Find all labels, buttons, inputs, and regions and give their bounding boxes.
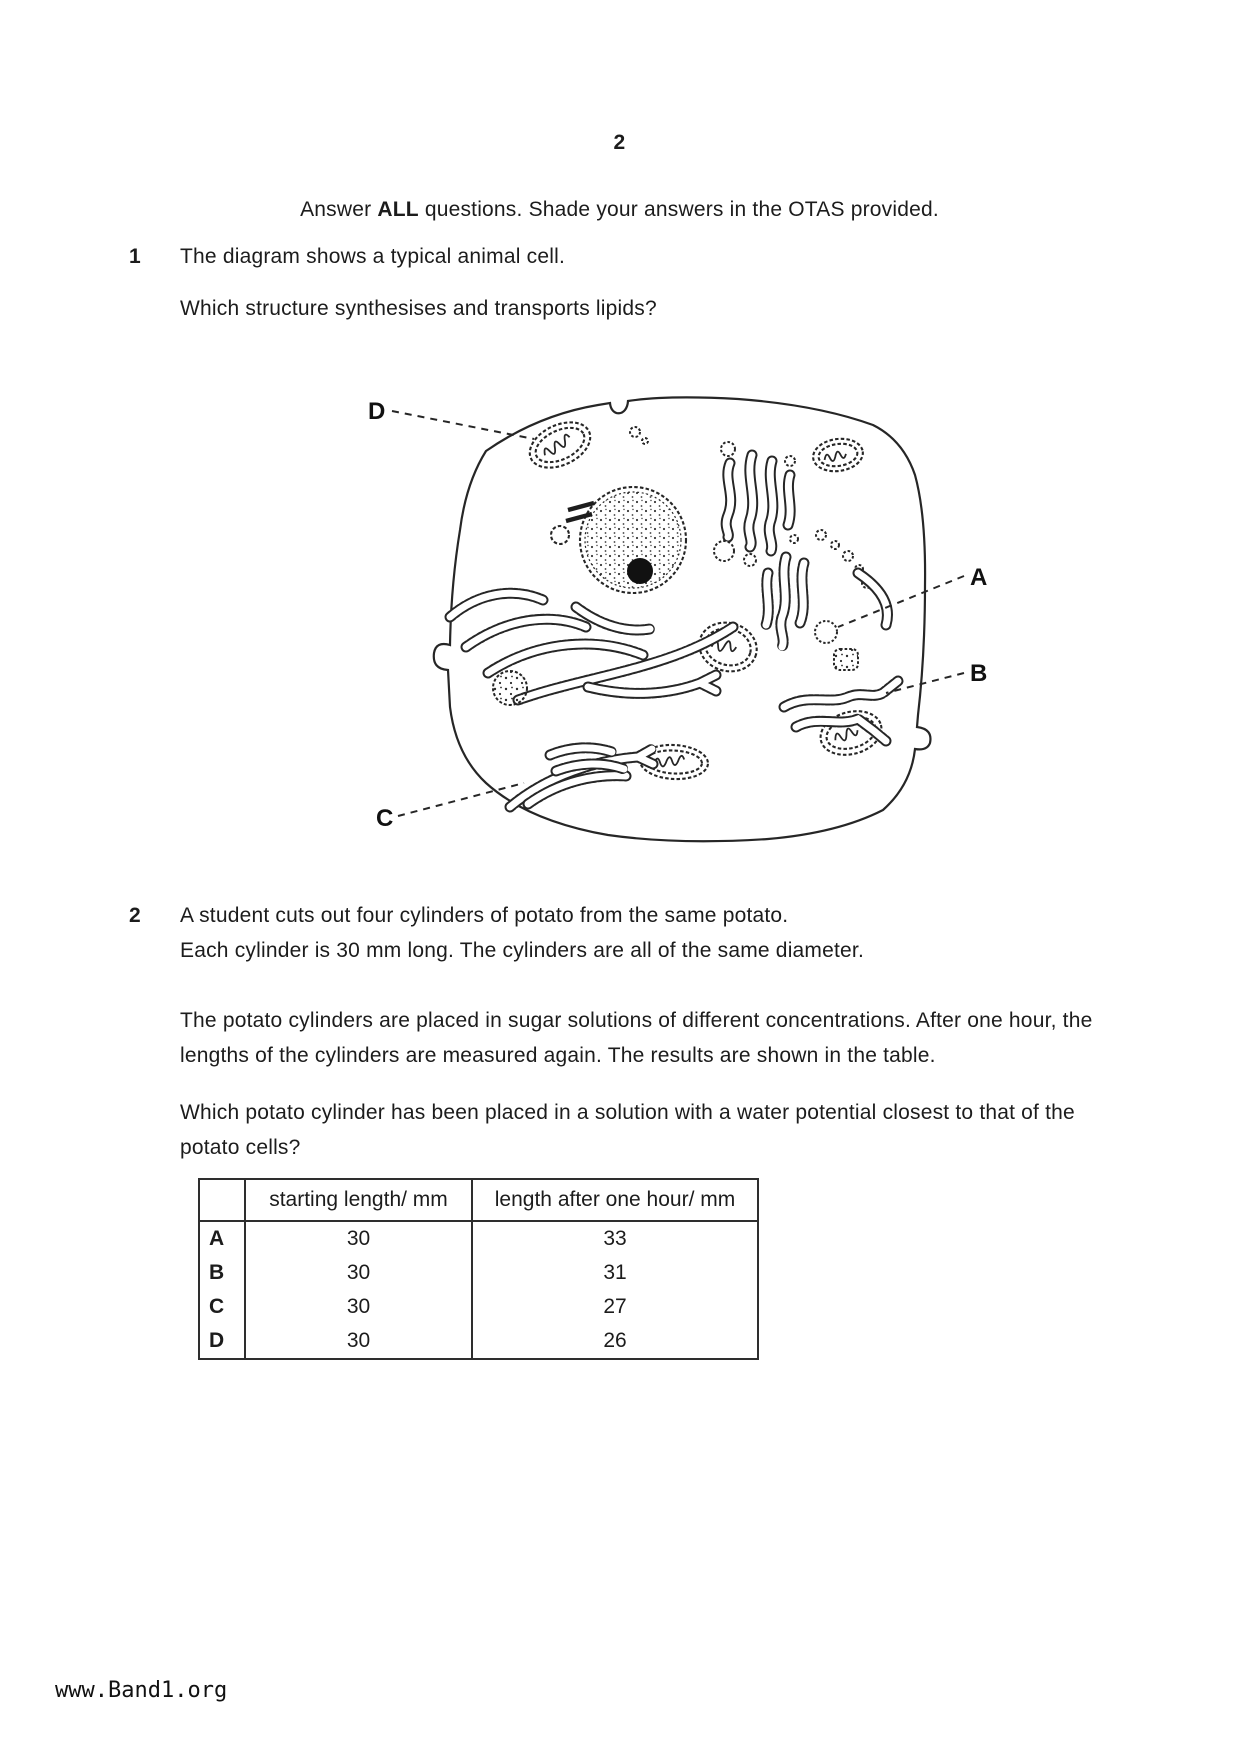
table-row bbox=[199, 1324, 758, 1359]
footer-url: www.Band1.org bbox=[55, 1678, 228, 1703]
table-header-after: length after one hour/ mm bbox=[472, 1179, 758, 1221]
question-2-line: A student cuts out four cylinders of potato from the same potato. bbox=[180, 904, 789, 927]
instruction-bold: ALL bbox=[377, 198, 419, 221]
cell-after: 26 bbox=[472, 1324, 758, 1359]
table-row bbox=[199, 1256, 758, 1290]
cell-membrane-outline bbox=[434, 397, 931, 841]
table-header-row bbox=[199, 1179, 758, 1221]
row-label: C bbox=[209, 1295, 225, 1318]
question-2-line: The potato cylinders are placed in sugar solutions of different concentrations. After one hour, the bbox=[180, 1009, 1093, 1032]
question-1-subtext: Which structure synthesises and transports lipids? bbox=[180, 297, 657, 320]
row-label: A bbox=[209, 1227, 225, 1250]
label-d: D bbox=[368, 398, 386, 425]
table-header-start: starting length/ mm bbox=[245, 1179, 472, 1221]
cell-after: 27 bbox=[472, 1290, 758, 1324]
question-1-number: 1 bbox=[129, 245, 141, 268]
table-row bbox=[199, 1290, 758, 1324]
cell-start: 30 bbox=[245, 1221, 472, 1256]
question-2-line: potato cells? bbox=[180, 1136, 301, 1159]
instruction-prefix: Answer bbox=[300, 198, 378, 221]
instruction-line bbox=[0, 197, 1239, 223]
row-label: B bbox=[209, 1261, 225, 1284]
page-number: 2 bbox=[613, 131, 626, 154]
mitochondrion bbox=[811, 436, 865, 475]
nucleus bbox=[580, 487, 686, 593]
results-table bbox=[198, 1178, 759, 1360]
smooth-er bbox=[784, 681, 898, 741]
leader-line-c bbox=[398, 783, 524, 816]
nucleolus bbox=[627, 558, 653, 584]
leader-line-a bbox=[838, 576, 964, 627]
question-1-text: The diagram shows a typical animal cell. bbox=[180, 245, 565, 268]
leader-line-d bbox=[392, 411, 534, 439]
animal-cell-diagram bbox=[338, 355, 1018, 860]
table-header-blank bbox=[199, 1179, 245, 1221]
label-a: A bbox=[970, 564, 988, 591]
cell-start: 30 bbox=[245, 1290, 472, 1324]
mitochondrion bbox=[523, 413, 598, 476]
rough-er bbox=[510, 748, 653, 807]
golgi-apparatus bbox=[714, 442, 798, 566]
row-label: D bbox=[209, 1329, 225, 1352]
question-2-number: 2 bbox=[129, 904, 141, 927]
rough-er bbox=[450, 593, 733, 700]
instruction-suffix: questions. Shade your answers in the OTAS provided. bbox=[418, 198, 939, 221]
cell-start: 30 bbox=[245, 1256, 472, 1290]
cell-after: 31 bbox=[472, 1256, 758, 1290]
question-2-line: Which potato cylinder has been placed in a solution with a water potential closest to that of the bbox=[180, 1101, 1075, 1124]
question-2-line: lengths of the cylinders are measured again. The results are shown in the table. bbox=[180, 1044, 936, 1067]
lysosome bbox=[815, 621, 837, 643]
rough-er bbox=[766, 557, 804, 647]
label-b: B bbox=[970, 660, 988, 687]
cell-start: 30 bbox=[245, 1324, 472, 1359]
vesicle bbox=[493, 671, 527, 705]
question-2-line: Each cylinder is 30 mm long. The cylinders are all of the same diameter. bbox=[180, 939, 864, 962]
table-row bbox=[199, 1221, 758, 1256]
vesicle bbox=[834, 649, 858, 670]
cell-after: 33 bbox=[472, 1221, 758, 1256]
label-c: C bbox=[376, 805, 394, 832]
